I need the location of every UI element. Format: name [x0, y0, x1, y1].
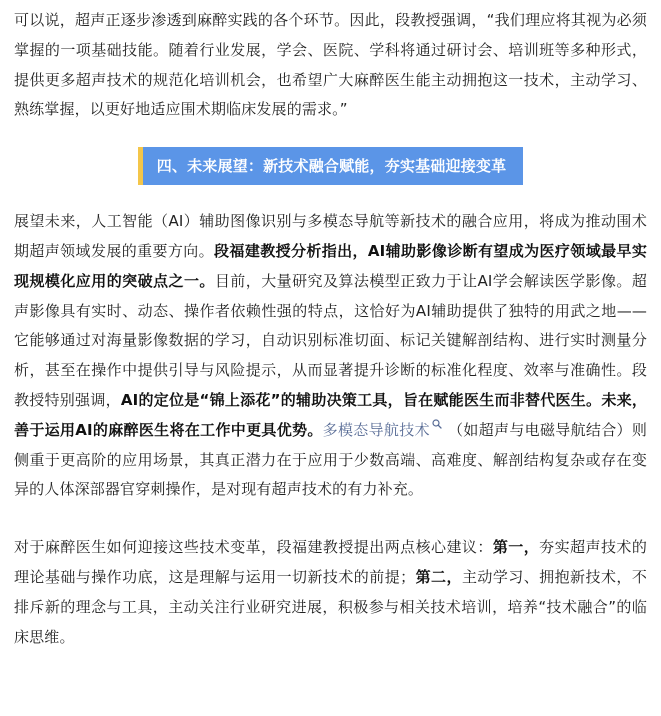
paragraph-future: [14, 207, 647, 505]
advice-text-3: 主动学习、拥抱新技术，不排斥新的理念与工具，主动关注行业研究进展，积极参与相关技术培训，培养“技术融合”的临床思维。: [14, 567, 647, 646]
paragraph-training: [14, 6, 647, 125]
search-icon[interactable]: [432, 419, 442, 429]
future-bold-1: 段福建教授分析指出，AI辅助影像诊断有望成为医疗领域最早实现规模化应用的突破点之一。: [14, 241, 648, 290]
paragraph-training-text: 可以说，超声正逐步渗透到麻醉实践的各个环节。因此，段教授强调，“我们理应将其视为必须掌握的一项基础技能。随着行业发展，学会、医院、学科将通过研讨会、培训班等多种形式，提供更多超声技术的规范化培训机会，也希望广大麻醉医生能主动拥抱这一技术，主动学习、熟练掌握，以更好地适应围术期临床发展的需求。”: [14, 11, 647, 119]
advice-bold-1: 第一，: [492, 538, 540, 557]
section-heading-container: [14, 147, 647, 185]
advice-bold-2: 第二，: [415, 567, 462, 586]
future-text-1: 展望未来，人工智能（AI）辅助图像识别与多模态导航等新技术的融合应用，将成为推动围术期超声领域发展的重要方向。: [14, 212, 647, 260]
paragraph-advice: [14, 533, 647, 652]
section-heading: 四、未来展望：新技术融合赋能，夯实基础迎接变革: [138, 147, 524, 185]
advice-text-1: 对于麻醉医生如何迎接这些技术变革，段福建教授提出两点核心建议：: [14, 538, 493, 557]
multimodal-navigation-link-text[interactable]: 多模态导航技术: [322, 420, 430, 439]
future-text-2: 目前，大量研究及算法模型正致力于让AI学会解读医学影像。超声影像具有实时、动态、操作者依赖性强的特点，这恰好为AI辅助提供了独特的用武之地——它能够通过对海量影像数据的学习，自动识别标准切面、标记关键解剖结构、进行实时测量分析，甚至在操作中提供引导与风险提示，从而显著提升诊断的标准化程度、效率与准确性。段教授特别强调，: [14, 271, 647, 409]
advice-text-2: 夯实超声技术的理论基础与操作功底，这是理解与运用一切新技术的前提；: [14, 538, 647, 586]
multimodal-navigation-link[interactable]: [323, 421, 448, 439]
future-bold-2: AI的定位是“锦上添花”的辅助决策工具，旨在赋能医生而非替代医生。未来，善于运用AI的麻醉医生将在工作中更具优势。: [14, 390, 647, 439]
future-text-3: （如超声与电磁导航结合）则侧重于更高阶的应用场景，其真正潜力在于应用于少数高端、高难度、解剖结构复杂或存在变异的人体深部器官穿刺操作，是对现有超声技术的有力补充。: [14, 420, 648, 499]
